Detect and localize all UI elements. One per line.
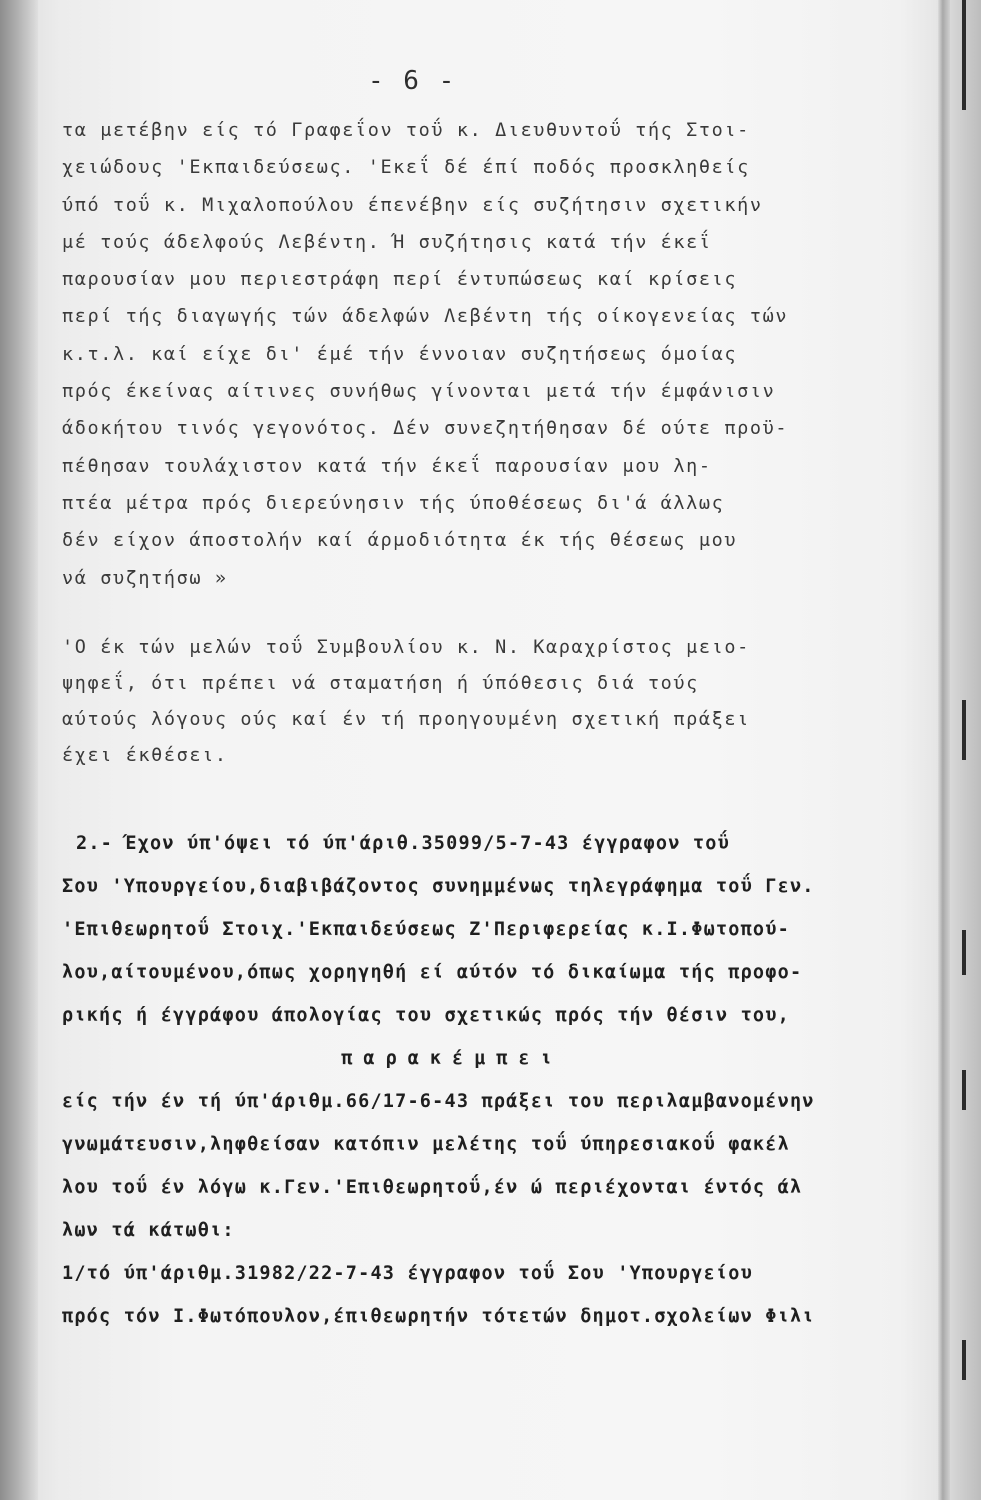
text-line: 'Επιθεωρητοΰ Στοιχ.'Εκπαιδεύσεως Ζ'Περιφερείας κ.Ι.Φωτοπού- <box>62 919 790 940</box>
text-line: λου,αίτουμένου,όπως χορηγηθή εί αύτόν τό δικαίωμα τής προφο- <box>62 962 803 983</box>
paragraph-continuation <box>62 112 882 597</box>
text-line: έχει έκθέσει. <box>62 745 228 766</box>
page-number: - 6 - <box>368 66 457 96</box>
page-edge-line <box>962 700 966 760</box>
page-edge-line <box>962 0 966 110</box>
text-line: πέθησαν τουλάχιστον κατά τήν έκεΐ παρουσίαν μου λη- <box>62 455 712 477</box>
text-line: 1/τό ύπ'άριθμ.31982/22-7-43 έγγραφον τοΰ Σου 'Υπουργείου <box>62 1263 753 1284</box>
text-line: παρουσίαν μου περιεστράφη περί έντυπώσεως καί κρίσεις <box>62 269 738 291</box>
page-edge-line <box>962 930 966 975</box>
page-edge-strip <box>938 0 950 1500</box>
text-line: ύπό τοΰ κ. Μιχαλοπούλου έπενέβην είς συζήτησιν σχετικήν <box>62 194 763 216</box>
text-line: ρικής ή έγγράφου άπολογίας του σχετικώς πρός τήν θέσιν του, <box>62 1005 790 1026</box>
text-line: δέν είχον άποστολήν καί άρμοδιότητα έκ τής θέσεως μου <box>62 530 738 552</box>
decision-keyword: παρακέμπει <box>341 1048 563 1069</box>
text-line: είς τήν έν τή ύπ'άριθμ.66/17-6-43 πράξει του περιλαμβανομένην <box>62 1091 815 1112</box>
text-line: πτέα μέτρα πρός διερεύνησιν τής ύποθέσεως δι'ά άλλως <box>62 492 725 514</box>
text-line: μέ τούς άδελφούς Λεβέντη. Ή συζήτησις κατά τήν έκεΐ <box>62 231 712 253</box>
text-line: γνωμάτευσιν,ληφθείσαν κατόπιν μελέτης τοΰ ύπηρεσιακοΰ φακέλ <box>62 1134 790 1155</box>
text-line: νά συζητήσω » <box>62 567 228 589</box>
text-line: πρός έκείνας αίτινες συνήθως γίνονται μετά τήν έμφάνισιν <box>62 381 776 403</box>
page-edge-line <box>962 1070 966 1110</box>
text-line: πρός τόν Ι.Φωτόπουλον,έπιθεωρητήν τότετών δημοτ.σχολείων Φιλι <box>62 1306 815 1327</box>
dissent-paragraph <box>62 630 882 774</box>
text-line: περί τής διαγωγής τών άδελφών Λεβέντη τής οίκογενείας τών <box>62 306 789 328</box>
text-line: Σου 'Υπουργείου,διαβιβάζοντος συνημμένως τηλεγράφημα τοΰ Γεν. <box>62 876 815 897</box>
text-line: 'Ο έκ τών μελών τοΰ Συμβουλίου κ. Ν. Καραχρίστος μειο- <box>62 637 750 658</box>
binding-shadow <box>0 0 38 1500</box>
text-line: αύτούς λόγους ούς καί έν τή προηγουμένη σχετική πράξει <box>62 709 750 730</box>
text-line: ψηφεΐ, ότι πρέπει νά σταματήση ή ύπόθεσις διά τούς <box>62 673 699 694</box>
text-line: τα μετέβην είς τό Γραφεΐον τοΰ κ. Διευθυντοΰ τής Στοι- <box>62 120 750 141</box>
text-line: λου τοΰ έν λόγω κ.Γεν.'Επιθεωρητοΰ,έν ώ περιέχονται έντός άλ <box>62 1177 803 1198</box>
item-2-paragraph <box>62 822 882 1338</box>
text-line: χειώδους 'Εκπαιδεύσεως. 'Εκεΐ δέ έπί ποδός προσκληθείς <box>62 157 750 179</box>
page-edge-line <box>962 1340 966 1380</box>
text-line: κ.τ.λ. καί είχε δι' έμέ τήν έννοιαν συζητήσεως όμοίας <box>62 343 738 365</box>
text-line: λων τά κάτωθι: <box>62 1220 235 1241</box>
text-line: άδοκήτου τινός γεγονότος. Δέν συνεζητήθησαν δέ ούτε προϋ- <box>62 418 789 440</box>
text-line: 2.- Έχον ύπ'όψει τό ύπ'άριθ.35099/5-7-43 έγγραφον τοΰ <box>76 833 730 854</box>
